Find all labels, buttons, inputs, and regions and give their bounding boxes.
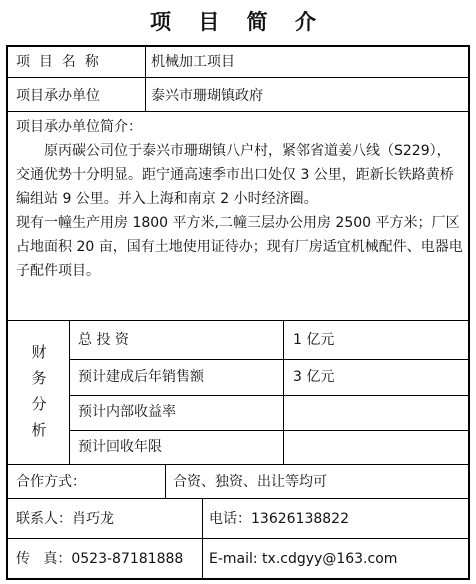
intro-paragraph-2: 现有一幢生产用房 1800 平方米,二幢三层办公用房 2500 平方米；厂区占地面积 20 亩，国有土地使用证待办；现有厂房适宜机械配件、电器电子配件项目。 (16, 215, 463, 279)
row-divider (8, 464, 468, 465)
finance-row-value: 3 亿元 (293, 369, 335, 385)
intro-heading: 项目承办单位简介： (16, 119, 142, 135)
cooperation-value: 合资、独资、出让等均可 (173, 474, 327, 490)
intro-paragraph-1: 原丙碳公司位于泰兴市珊瑚镇八户村，紧邻省道姜八线（S229），交通优势十分明显。距宁通高速季市出口处仅 3 公里，距新长铁路黄桥编组站 9 公里。并入上海和南京 2 小时经济圈。 (16, 143, 454, 207)
project-table (6, 45, 470, 580)
finance-row-label: 预计建成后年销售额 (78, 369, 204, 385)
finance-row-label: 总 投 资 (78, 332, 129, 348)
document-title: 项 目 简 介 (150, 9, 326, 34)
finance-row-label: 预计内部收益率 (78, 404, 176, 420)
fax-number: 传 真：0523-87181888 (16, 551, 184, 567)
email-address: E-mail: tx.cdgyy@163.com (209, 551, 398, 567)
row-divider (8, 498, 468, 499)
row-divider (8, 77, 468, 78)
contact-person: 联系人：肖巧龙 (16, 511, 114, 527)
column-divider (145, 47, 146, 111)
column-divider (202, 498, 203, 578)
column-divider (283, 320, 284, 464)
cooperation-label: 合作方式： (16, 474, 86, 490)
row-divider (69, 430, 468, 431)
finance-row-label: 预计回收年限 (78, 439, 162, 455)
project-name-label: 项 目 名 称 (16, 54, 99, 70)
undertaking-unit-label: 项目承办单位 (16, 88, 100, 104)
intro-section (16, 115, 464, 283)
row-divider (69, 359, 468, 360)
column-divider (69, 320, 70, 464)
column-divider (165, 464, 166, 498)
row-divider (8, 320, 468, 321)
finance-row-value: 1 亿元 (293, 332, 335, 348)
undertaking-unit-value: 泰兴市珊瑚镇政府 (151, 88, 263, 104)
contact-phone: 电话：13626138822 (209, 511, 349, 527)
row-divider (8, 538, 468, 539)
project-name-value: 机械加工项目 (151, 54, 235, 70)
row-divider (69, 395, 468, 396)
row-divider (8, 111, 468, 112)
finance-analysis-label: 财务分析 (31, 343, 47, 439)
